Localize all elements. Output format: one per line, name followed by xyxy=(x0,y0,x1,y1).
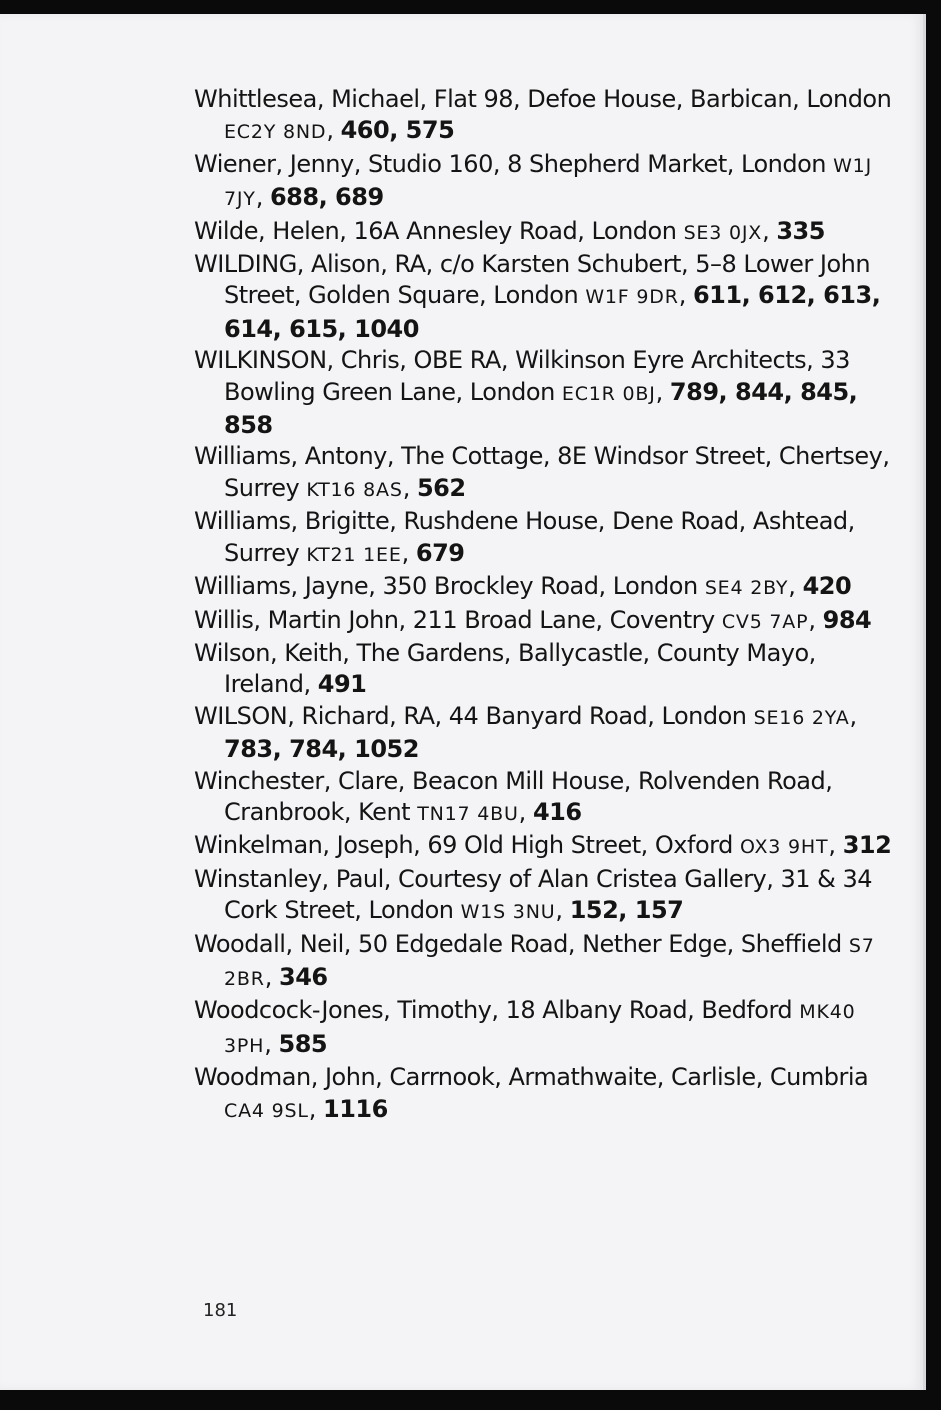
entry-postcode: OX3 9HT xyxy=(739,836,829,859)
entry-postcode: SE16 2YA xyxy=(753,706,850,729)
entry-address: Wilde, Helen, 16A Annesley Road, London xyxy=(194,216,684,245)
entry-address: Williams, Brigitte, Rushdene House, Dene Road, Ashtead, Surrey xyxy=(194,507,855,567)
entry-page-refs: 585 xyxy=(278,1029,328,1058)
entry-address: Willis, Martin John, 211 Broad Lane, Coventry xyxy=(194,605,722,634)
entry-page-refs: 335 xyxy=(776,216,825,245)
entry-page-refs: 416 xyxy=(532,797,582,826)
entry-postcode: SE4 2BY xyxy=(704,577,789,600)
page-number: 181 xyxy=(203,1300,238,1321)
entry-address: WILDING, Alison, RA, c/o Karsten Schubert, 5–8 Lower John Street, Golden Square, London xyxy=(194,250,871,310)
entry-page-refs: 491 xyxy=(317,670,367,699)
entry-postcode: SE3 0JX xyxy=(683,221,763,244)
entry-page-refs: 460, 575 xyxy=(340,116,455,145)
entry-address: Whittlesea, Michael, Flat 98, Defoe House, Barbican, London xyxy=(194,85,892,113)
entry-address: Winstanley, Paul, Courtesy of Alan Cristea Gallery, 31 & 34 Cork Street, London xyxy=(194,864,873,925)
entry-address: WILSON, Richard, RA, 44 Banyard Road, London xyxy=(194,701,754,730)
entry-page-refs: 152, 157 xyxy=(569,896,684,925)
entry-address: Winchester, Clare, Beacon Mill House, Rolvenden Road, Cranbrook, Kent xyxy=(194,766,833,826)
entry-page-refs: 611, 612, 613, 614, 615, 1040 xyxy=(224,281,881,343)
entry-postcode: TN17 4BU xyxy=(417,802,519,825)
entry-page-refs: 789, 844, 845, 858 xyxy=(224,377,858,440)
index-entry: Williams, Brigitte, Rushdene House, Dene Road, Ashtead, Surrey KT21 1EE, 679 xyxy=(194,507,855,567)
entry-address: Woodcock-Jones, Timothy, 18 Albany Road, Bedford xyxy=(194,996,800,1025)
book-page xyxy=(0,14,926,1390)
entry-postcode: W1S 3NU xyxy=(460,901,556,924)
index-entry: Whittlesea, Michael, Flat 98, Defoe House, Barbican, London EC2Y 8ND, 460, 575 xyxy=(194,85,892,145)
index-entry: Winkelman, Joseph, 69 Old High Street, Oxford OX3 9HT, 312 xyxy=(194,831,892,860)
entry-postcode: EC1R 0BJ xyxy=(561,382,656,405)
index-entry: Woodcock-Jones, Timothy, 18 Albany Road, Bedford MK40 3PH, 585 xyxy=(194,996,856,1058)
index-entry: Woodall, Neil, 50 Edgedale Road, Nether Edge, Sheffield S7 2BR, 346 xyxy=(194,929,875,991)
index-entry: Woodman, John, Carrnook, Armathwaite, Carlisle, Cumbria CA4 9SL, 1116 xyxy=(194,1063,869,1123)
index-entry: Willis, Martin John, 211 Broad Lane, Coventry CV5 7AP, 984 xyxy=(194,605,872,634)
index-entry xyxy=(194,638,894,701)
entry-postcode: W1J 7JY xyxy=(224,154,872,211)
entry-page-refs: 346 xyxy=(279,962,328,991)
entry-postcode: CV5 7AP xyxy=(721,610,809,633)
entry-address: Woodall, Neil, 50 Edgedale Road, Nether Edge, Sheffield xyxy=(194,929,849,958)
index-entry: WILSON, Richard, RA, 44 Banyard Road, London SE16 2YA, 783, 784, 1052 xyxy=(194,701,857,764)
entry-address: WILKINSON, Chris, OBE RA, Wilkinson Eyre Architects, 33 Bowling Green Lane, London xyxy=(194,346,850,406)
index-entry: WILDING, Alison, RA, c/o Karsten Schubert, 5–8 Lower John Street, Golden Square, London W1F 9DR, 611, 612, 613, 614, 615, 1040 xyxy=(194,250,881,343)
index-entry: Williams, Jayne, 350 Brockley Road, London SE4 2BY, 420 xyxy=(194,572,852,601)
entry-postcode: EC2Y 8ND xyxy=(224,121,327,144)
entry-postcode: KT16 8AS xyxy=(306,478,403,501)
entry-page-refs: 1116 xyxy=(323,1094,388,1123)
index-entry: Williams, Antony, The Cottage, 8E Windsor Street, Chertsey, Surrey KT16 8AS, 562 xyxy=(194,442,890,502)
entry-page-refs: 679 xyxy=(415,538,465,567)
entry-postcode: KT21 1EE xyxy=(306,543,402,566)
index-entry: Winchester, Clare, Beacon Mill House, Rolvenden Road, Cranbrook, Kent TN17 4BU, 416 xyxy=(194,766,833,826)
entry-address: Wiener, Jenny, Studio 160, 8 Shepherd Market, London xyxy=(194,149,834,178)
index-entry: WILKINSON, Chris, OBE RA, Wilkinson Eyre Architects, 33 Bowling Green Lane, London EC1R 0BJ, 789, 844, 845, 858 xyxy=(194,346,858,440)
entry-page-refs: 312 xyxy=(842,831,892,860)
entry-postcode: W1F 9DR xyxy=(585,286,679,309)
entry-postcode: S7 2BR xyxy=(224,934,875,990)
index-entry: Wilde, Helen, 16A Annesley Road, London SE3 0JX, 335 xyxy=(194,216,825,245)
entry-postcode: MK40 3PH xyxy=(224,1001,856,1057)
entry-address: Winkelman, Joseph, 69 Old High Street, Oxford xyxy=(194,831,740,860)
entry-postcode: CA4 9SL xyxy=(224,1099,309,1122)
entry-address: Wilson, Keith, The Gardens, Ballycastle, County Mayo, Ireland, xyxy=(194,638,816,699)
index-entry: Winstanley, Paul, Courtesy of Alan Cristea Gallery, 31 & 34 Cork Street, London W1S 3NU, 152, 157 xyxy=(194,864,873,925)
entry-page-refs: 783, 784, 1052 xyxy=(224,735,419,764)
index-list xyxy=(194,84,894,1127)
entry-address: Williams, Antony, The Cottage, 8E Windsor Street, Chertsey, Surrey xyxy=(194,442,890,502)
entry-address: Woodman, John, Carrnook, Armathwaite, Carlisle, Cumbria xyxy=(194,1063,869,1092)
entry-address: Williams, Jayne, 350 Brockley Road, London xyxy=(194,572,705,601)
entry-page-refs: 984 xyxy=(822,605,872,634)
entry-page-refs: 562 xyxy=(416,473,466,502)
entry-page-refs: 420 xyxy=(802,572,852,601)
entry-page-refs: 688, 689 xyxy=(269,183,384,212)
index-entry: Wiener, Jenny, Studio 160, 8 Shepherd Market, London W1J 7JY, 688, 689 xyxy=(194,149,872,212)
